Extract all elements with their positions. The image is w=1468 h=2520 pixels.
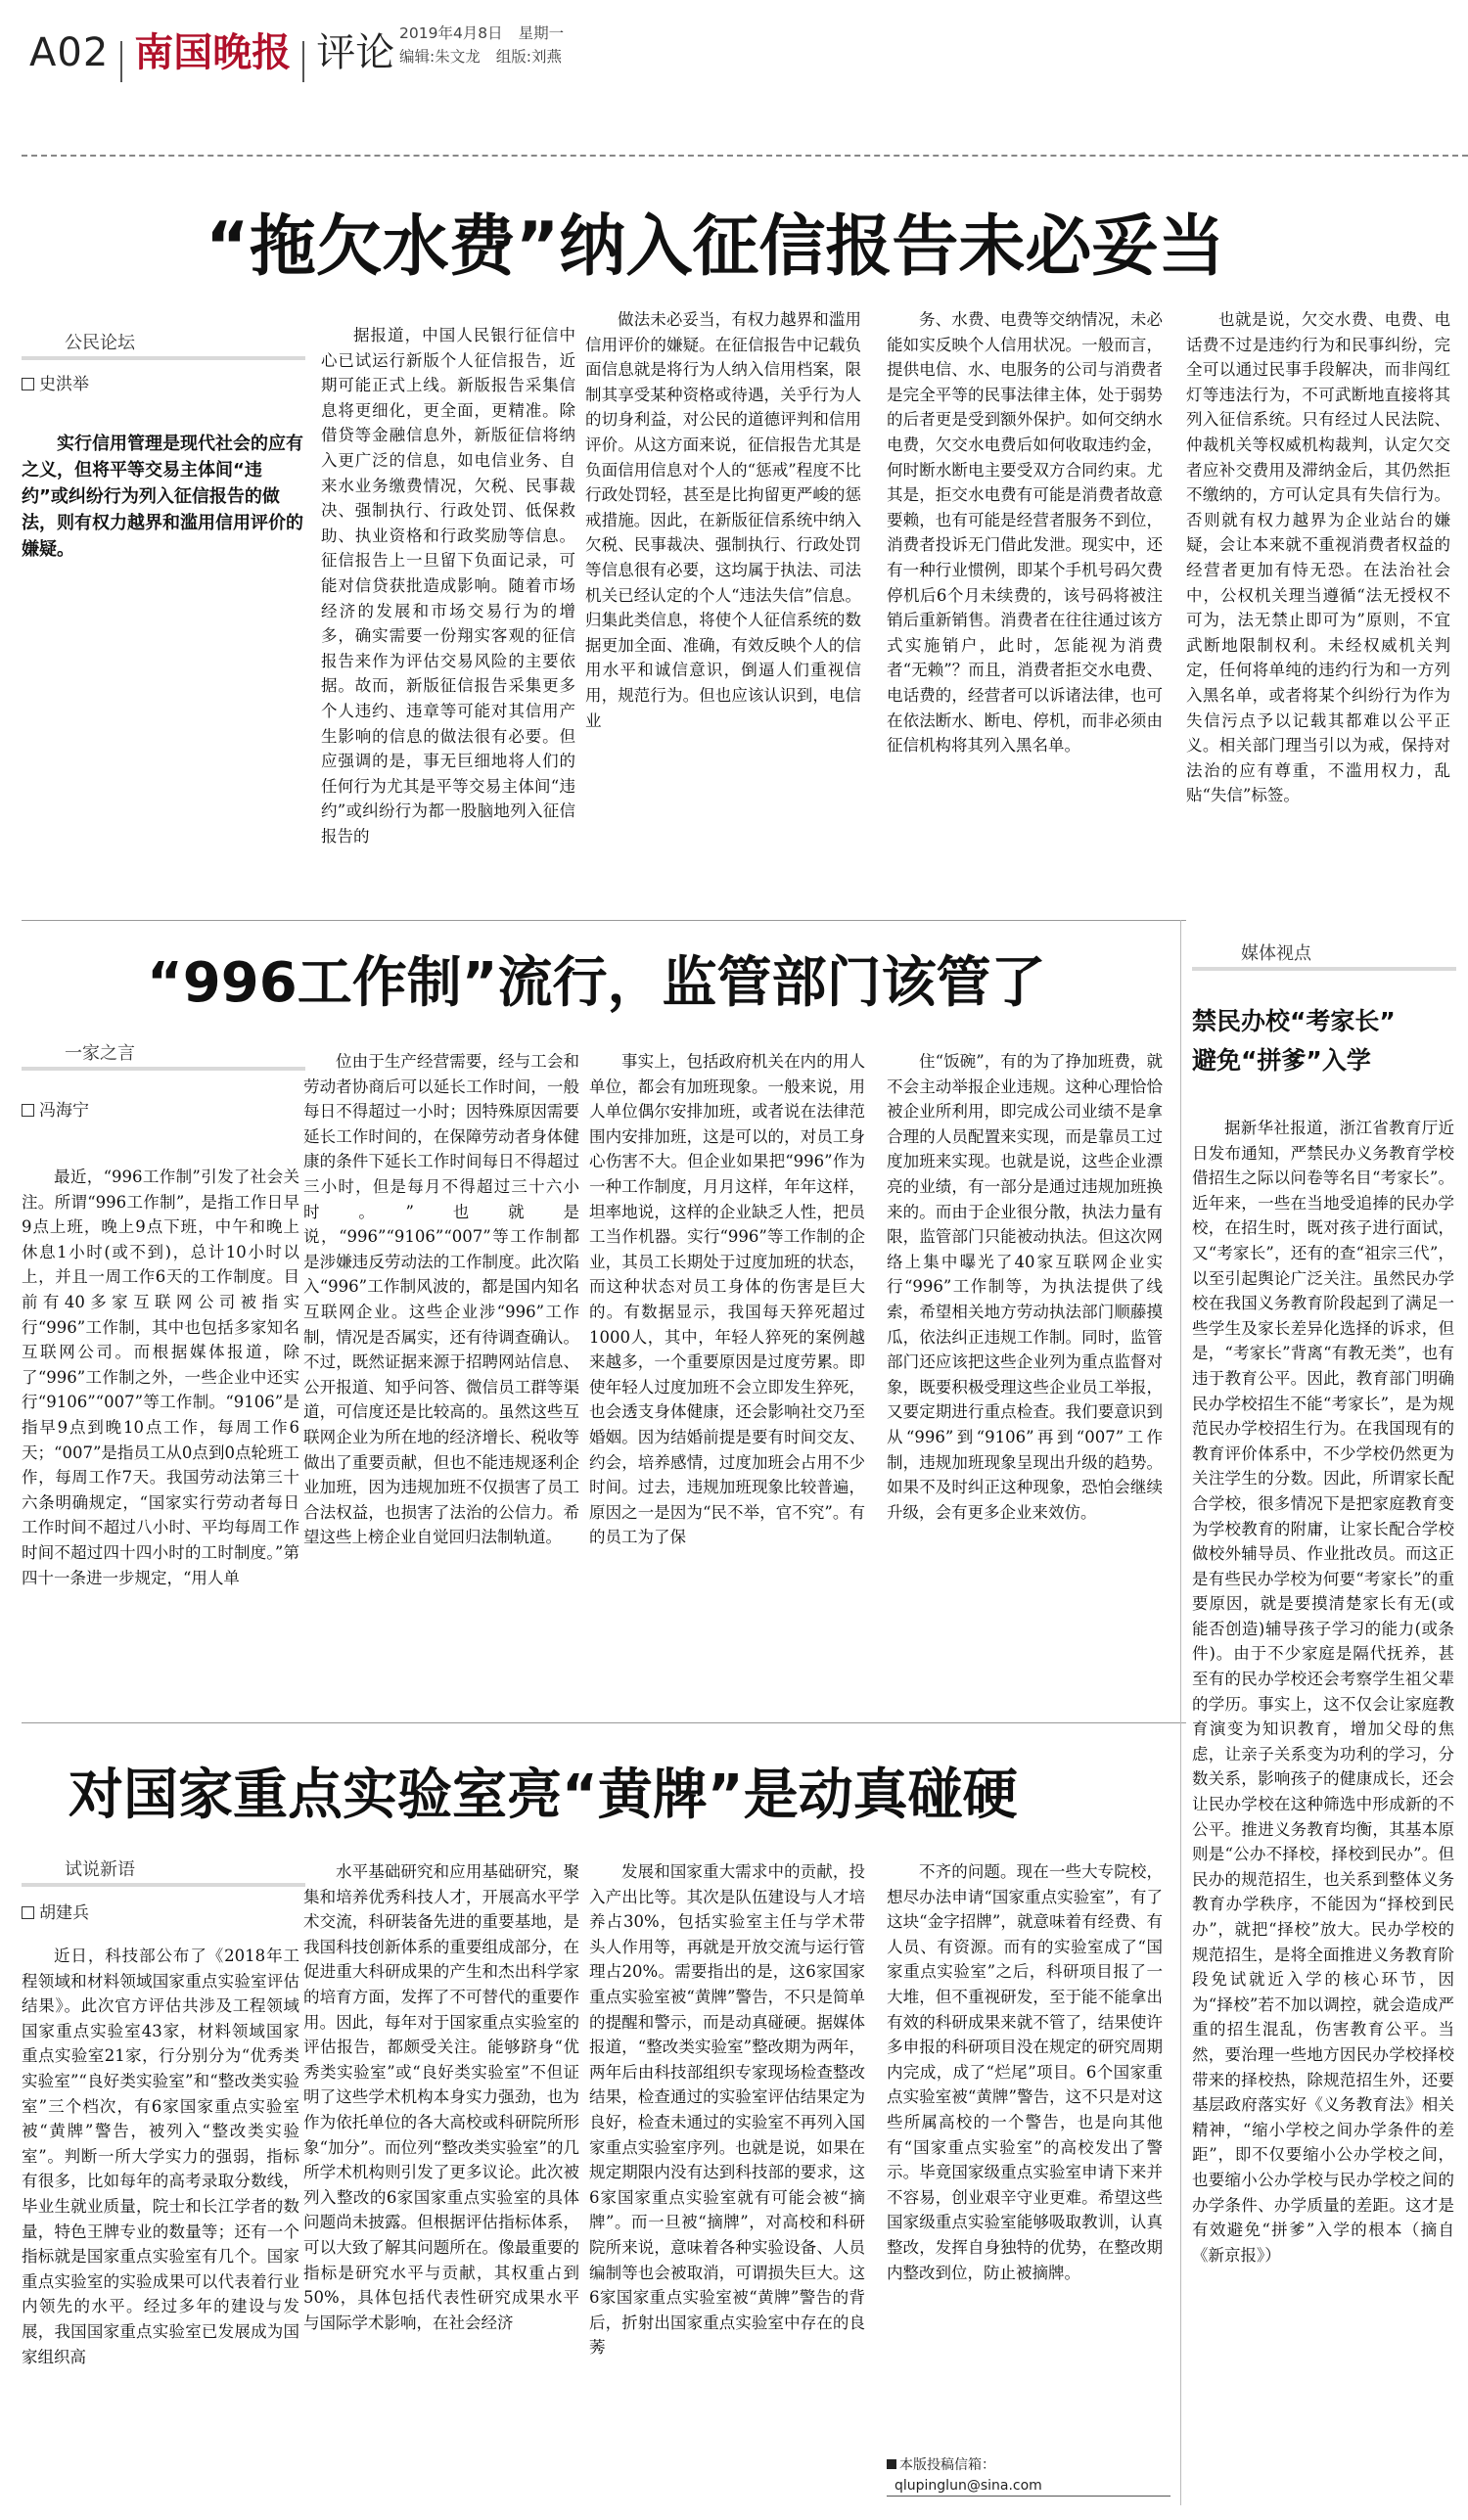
article-2-column-4: 住“饭碗”，有的为了挣加班费，就不会主动举报企业违规。这种心理恰恰被企业所利用，即完成公司业绩不是拿合理的人员配置来实现，而是靠员工过度加班来实现。也就是说，这些企业漂亮的业绩，有一部分是通过违规加班换来的。而由于企业很分散，执法力量有限，监管部门只能被动执法。但这次网络上集中曝光了40家互联网企业实行“996”工作制等，为执法提供了线索，希望相关地方劳动执法部门顺藤摸瓜，依法纠正违规工作制。同时，监管部门还应该把这些企业列为重点监督对象，既要积极受理这些企业员工举报，又要定期进行重点检查。我们要意识到从“996”到“9106”再到“007”工作制，违规加班现象呈现出升级的趋势。如果不及时纠正这种现象，恐怕会继续升级，会有更多企业来效仿。: [887, 1052, 1163, 1522]
layout-credit: 组版:刘燕: [495, 48, 562, 66]
article-3-column-4: 不齐的问题。现在一些大专院校，想尽办法申请“国家重点实验室”，有了这块“金字招牌”，就意味着有经费、有人员、有资源。而有的实验室成了“国家重点实验室”之后，科研项目报了一大堆，但不重视研发，至于能不能拿出有效的科研成果来就不管了，结果使许多申报的科研项目没在规定的研究周期内完成，成了“烂尾”项目。6个国家重点实验室被“黄牌”警告，这不只是对这些所属高校的一个警告，也是向其他有“国家重点实验室”的高校发出了警示。毕竟国家级重点实验室申请下来并不容易，创业艰辛守业更难。希望这些国家级重点实验室能够吸取教训，认真整改，发挥自身独特的优势，在整改期内整改到位，防止被摘牌。: [887, 1862, 1163, 2282]
article-1-column-1: 据报道，中国人民银行征信中心已试运行新版个人征信报告，近期可能正式上线。新版报告采集信息将更细化，更全面，更精准。除借贷等金融信息外，新版征信将纳入更广泛的信息，如电信业务、自来水业务缴费情况，欠税、民事裁决、强制执行、行政处罚、低保救助、执业资格和行政奖励等信息。征信报告上一旦留下负面记录，可能对信贷获批造成影响。随着市场经济的发展和市场交易行为的增多，确实需要一份翔实客观的征信报告来作为评估交易风险的主要依据。故而，新版征信报告采集更多个人违约、违章等可能对其信用产生影响的信息的做法很有必要。但应强调的是，事无巨细地将人们的任何行为尤其是平等交易主体间“违约”或纠纷行为都一股脑地列入征信报告的: [321, 326, 575, 846]
sidebar-title: 禁民办校“考家长” 避免“拼爹”入学: [1192, 1007, 1396, 1075]
article-2-title: “996工作制”流行，监管部门该管了: [147, 951, 1046, 1015]
author-name: 冯海宁: [22, 1096, 305, 1121]
article-1-byline: [22, 329, 305, 394]
issue-date: 2019年4月8日: [399, 24, 503, 42]
section-name: 评论: [316, 30, 395, 75]
article-1-lead: 实行信用管理是现代社会的应有之义，但将平等交易主体间“违约”或纠纷行为列入征信报告的做法，则有权力越界和滥用信用评价的嫌疑。: [22, 434, 303, 560]
article-3-byline: [22, 1856, 305, 1923]
editor-credit: 编辑:朱文龙: [399, 48, 481, 66]
newspaper-logo: 南国晚报: [134, 29, 292, 75]
masthead-rule: [22, 155, 1468, 157]
submission-label: 本版投稿信箱：: [887, 2454, 1170, 2474]
column-label: 一家之言: [65, 1043, 135, 1064]
article-1-column-3: 务、水费、电费等交纳情况，未必能如实反映个人信用状况。一般而言，提供电信、水、电服务的公司与消费者是完全平等的民事法律主体，处于弱势的后者更是受到额外保护。如何交纳水电费，欠交水电费后如何收取违约金，何时断水断电主要受双方合同约束。尤其是，拒交水电费有可能是消费者故意要赖，也有可能是经营者服务不到位，消费者投诉无门借此发泄。现实中，还有一种行业惯例，即某个手机号码欠费停机后6个月未续费的，该号码将被注销后重新销售。消费者在往往通过该方式实施销户，此时，怎能视为消费者“无赖”？而且，消费者拒交水电费、电话费的，经营者可以诉诸法律，也可在依法断水、断电、停机，而非必须由征信机构将其列入黑名单。: [887, 310, 1163, 756]
column-label: 媒体视点: [1241, 943, 1311, 964]
masthead: [29, 22, 394, 82]
section-divider: [22, 1722, 1186, 1723]
article-2-byline: [22, 1039, 305, 1121]
article-1-column-4: 也就是说，欠交水费、电费、电话费不过是违约行为和民事纠纷，完全可以通过民事手段解决，而非闯红灯等违法行为，不可武断地直接将其列入征信系统。只有经过人民法院、仲裁机关等权威机构裁判，认定欠交者应补交费用及滞纳金后，其仍然拒不缴纳的，方可认定具有失信行为。否则就有权力越界为企业站台的嫌疑，会让本来就不重视消费者权益的经营者更加有恃无恐。在法治社会中，公权机关理当遵循“法无授权不可为，法无禁止即可为”原则，不宜武断地限制权利。未经权威机关判定，任何将单纯的违约行为和一方列入黑名单，或者将某个纠纷行为作为失信污点予以记载其都难以公平正义。相关部门理当引以为戒，保持对法治的应有尊重，不滥用权力，乱贴“失信”标签。: [1186, 310, 1450, 805]
column-label: 公民论坛: [65, 333, 135, 353]
column-label-bar: [22, 1883, 305, 1887]
column-label-bar: [22, 356, 305, 360]
article-3-column-3: 发展和国家重大需求中的贡献，投入产出比等。其次是队伍建设与人才培养占30%，包括实验室主任与学术带头人作用等，再就是开放交流与运行管理占20%。需要指出的是，这6家国家重点实验室被“黄牌”警告，不只是简单的提醒和警示，而是动真碰硬。据媒体报道，“整改类实验室”整改期为两年，两年后由科技部组织专家现场检查整改结果，检查通过的实验室评估结果定为良好，检查未通过的实验室不再列入国家重点实验室序列。也就是说，如果在规定期限内没有达到科技部的要求，这6家国家重点实验室就有可能会被“摘牌”。而一旦被“摘牌”，对高校和科研院所来说，意味着各种实验设备、人员编制等也会被取消，可谓损失巨大。这6家国家重点实验室被“黄牌”警告的背后，折射出国家重点实验室中存在的良莠: [589, 1862, 865, 2358]
column-label-bar: [22, 1067, 305, 1071]
article-3-column-2: 水平基础研究和应用基础研究，聚集和培养优秀科技人才，开展高水平学术交流，科研装备先进的重要基地，是我国科技创新体系的重要组成部分，在促进重大科研成果的产生和杰出科学家的培育方面，发挥了不可替代的重要作用。因此，每年对于国家重点实验室的评估报告，都颇受关注。能够跻身“优秀类实验室”或“良好类实验室”不但证明了这些学术机构本身实力强劲，也为作为依托单位的各大高校或科研院所形象“加分”。而位列“整改类实验室”的几所学术机构则引发了更多议论。此次被列入整改的6家国家重点实验室的具体问题尚未披露。但根据评估指标体系，可以大致了解其问题所在。像最重要的指标是研究水平与贡献，其权重占到50%，具体包括代表性研究成果水平与国际学术影响，在社会经济: [303, 1862, 579, 2332]
column-label-bar: [1192, 967, 1456, 971]
author-name: 胡建兵: [22, 1899, 305, 1923]
page-number: A02: [29, 30, 110, 75]
article-2-column-2: 位由于生产经营需要，经与工会和劳动者协商后可以延长工作时间，一般每日不得超过一小时；因特殊原因需要延长工作时间的，在保障劳动者身体健康的条件下延长工作时间每日不得超过三小时，但是每月不得超过三十六小时。”也就是说，“996”“9106”“007”等工作制都是涉嫌违反劳动法的工作制度。此次陷入“996”工作制风波的，都是国内知名互联网企业。这些企业涉“996”工作制，情况是否属实，还有待调查确认。不过，既然证据来源于招聘网站信息、公开报道、知乎问答、微信员工群等渠道，可信度还是比较高的。虽然这些互联网企业为所在地的经济增长、税收等做出了重要贡献，但也不能违规逐利企业加班，因为违规加班不仅损害了员工合法权益，也损害了法治的公信力。希望这些上榜企业自觉回归法制轨道。: [303, 1052, 579, 1547]
article-2-column-1: 最近，“996工作制”引发了社会关注。所谓“996工作制”，是指工作日早9点上班，晚上9点下班，中午和晚上休息1小时(或不到)，总计10小时以上，并且一周工作6天的工作制度。目前有40多家互联网公司被指实行“996”工作制，其中也包括多家知名互联网公司。而根据媒体报道，除了“996”工作制之外，一些企业中还实行“9106”“007”等工作制。“9106”是指早9点到晚10点工作，每周工作6天；“007”是指员工从0点到0点轮班工作，每周工作7天。我国劳动法第三十六条明确规定，“国家实行劳动者每日工作时间不超过八小时、平均每周工作时间不超过四十四小时的工时制度。”第四十一条进一步规定，“用人单: [22, 1168, 299, 1587]
article-2-column-3: 事实上，包括政府机关在内的用人单位，都会有加班现象。一般来说，用人单位偶尔安排加班，或者说在法律范围内安排加班，这是可以的，对员工身心伤害不大。但企业如果把“996”作为一种工作制度，月月这样，年年这样，坦率地说，这样的企业缺乏人性，把员工当作机器。实行“996”等工作制的企业，其员工长期处于过度加班的状态，而这种状态对员工身体的伤害是巨大的。有数据显示，我国每天猝死超过1000人，其中，年轻人猝死的案例越来越多，一个重要原因是过度劳累。即使年轻人过度加班不会立即发生猝死，也会透支身体健康，还会影响社交乃至婚姻。因为结婚前提是要有时间交友、约会，培养感情，过度加班会占用不少时间。过去，违规加班现象比较普遍，原因之一是因为“民不举，官不究”。有的员工为了保: [589, 1052, 865, 1547]
article-1-title: “拖欠水费”纳入征信报告未必妥当: [206, 208, 1225, 286]
masthead-divider: [120, 41, 122, 82]
submission-box: [887, 2454, 1170, 2497]
submission-email: qlupinglun@sina.com: [887, 2474, 1170, 2497]
article-3-title: 对国家重点实验室亮“黄牌”是动真碰硬: [69, 1764, 1018, 1827]
article-3-column-1: 近日，科技部公布了《2018年工程领域和材料领域国家重点实验室评估结果》。此次官方评估共涉及工程领域国家重点实验室43家，材料领域国家重点实验室21家，行分别分为“优秀类实验室”“良好类实验室”和“整改类实验室”三个档次，有6家国家重点实验室被“黄牌”警告，被列入“整改类实验室”。判断一所大学实力的强弱，指标有很多，比如每年的高考录取分数线，毕业生就业质量，院士和长江学者的数量，特色王牌专业的数量等；还有一个指标就是国家重点实验室有几个。国家重点实验室的实验成果可以代表着行业内领先的水平。经过多年的建设与发展，我国国家重点实验室已发展成为国家组织高: [22, 1947, 299, 2366]
sidebar-header: [1192, 939, 1456, 971]
masthead-meta: [399, 22, 579, 69]
sidebar-divider: [1180, 920, 1181, 2505]
author-name: 史洪举: [22, 370, 305, 394]
section-divider: [22, 920, 1186, 921]
issue-weekday: 星期一: [518, 24, 565, 42]
sidebar-body: 据新华社报道，浙江省教育厅近日发布通知，严禁民办义务教育学校借招生之际以问卷等名目“考家长”。近年来，一些在当地受追捧的民办学校，在招生时，既对孩子进行面试，又“考家长”，还有的查“祖宗三代”，以至引起舆论广泛关注。虽然民办学校在我国义务教育阶段起到了满足一些学生及家长差异化选择的诉求，但是，“考家长”背离“有教无类”，也有违于教育公平。因此，教育部门明确民办学校招生不能“考家长”，是为规范民办学校招生行为。在我国现有的教育评价体系中，不少学校仍然更为关注学生的分数。因此，所谓家长配合学校，很多情况下是把家庭教育变为学校教育的附庸，让家长配合学校做校外辅导员、作业批改员。而这正是有些民办学校为何要“考家长”的重要原因，就是要摸清楚家长有无(或能否创造)辅导孩子学习的能力(或条件)。由于不少家庭是隔代抚养，甚至有的民办学校还会考察学生祖父辈的学历。事实上，这不仅会让家庭教育演变为知识教育，增加父母的焦虑，让亲子关系变为功利的学习，分数关系，影响孩子的健康成长，还会让民办学校在这种筛选中形成新的不公平。推进义务教育均衡，其基本原则是“公办不择校，择校到民办”。但民办的规范招生，也关系到整体义务教育办学秩序，不能因为“择校到民办”，就把“择校”放大。民办学校的规范招生，是将全面推进义务教育阶段免试就近入学的核心环节，因为“择校”若不加以调控，就会造成严重的招生混乱，伤害教育公平。当然，要治理一些地方因民办学校择校带来的择校热，除规范招生外，还要基层政府落实好《义务教育法》相关精神，“缩小学校之间办学条件的差距”，即不仅要缩小公办学校之间，也要缩小公办学校与民办学校之间的办学条件、办学质量的差距。这才是有效避免“拼爹”入学的根本（摘自《新京报》）: [1192, 1119, 1454, 2265]
article-1-column-2: 做法未必妥当，有权力越界和滥用信用评价的嫌疑。在征信报告中记载负面信息就是将行为人纳入信用档案，限制其享受某种资格或待遇，关乎行为人的切身利益，对公民的道德评判和信用评价。从这方面来说，征信报告尤其是负面信用信息对个人的“惩戒”程度不比行政处罚轻，甚至是比拘留更严峻的惩戒措施。因此，在新版征信系统中纳入欠税、民事裁决、强制执行、行政处罚等信息很有必要，这均属于执法、司法机关已经认定的个人“违法失信”信息。归集此类信息，将使个人征信系统的数据更加全面、准确，有效反映个人的信用水平和诚信意识，倒逼人们重视信用，规范行为。但也应该认识到，电信业: [585, 310, 861, 730]
masthead-divider: [302, 41, 304, 82]
column-label: 试说新语: [65, 1859, 135, 1880]
